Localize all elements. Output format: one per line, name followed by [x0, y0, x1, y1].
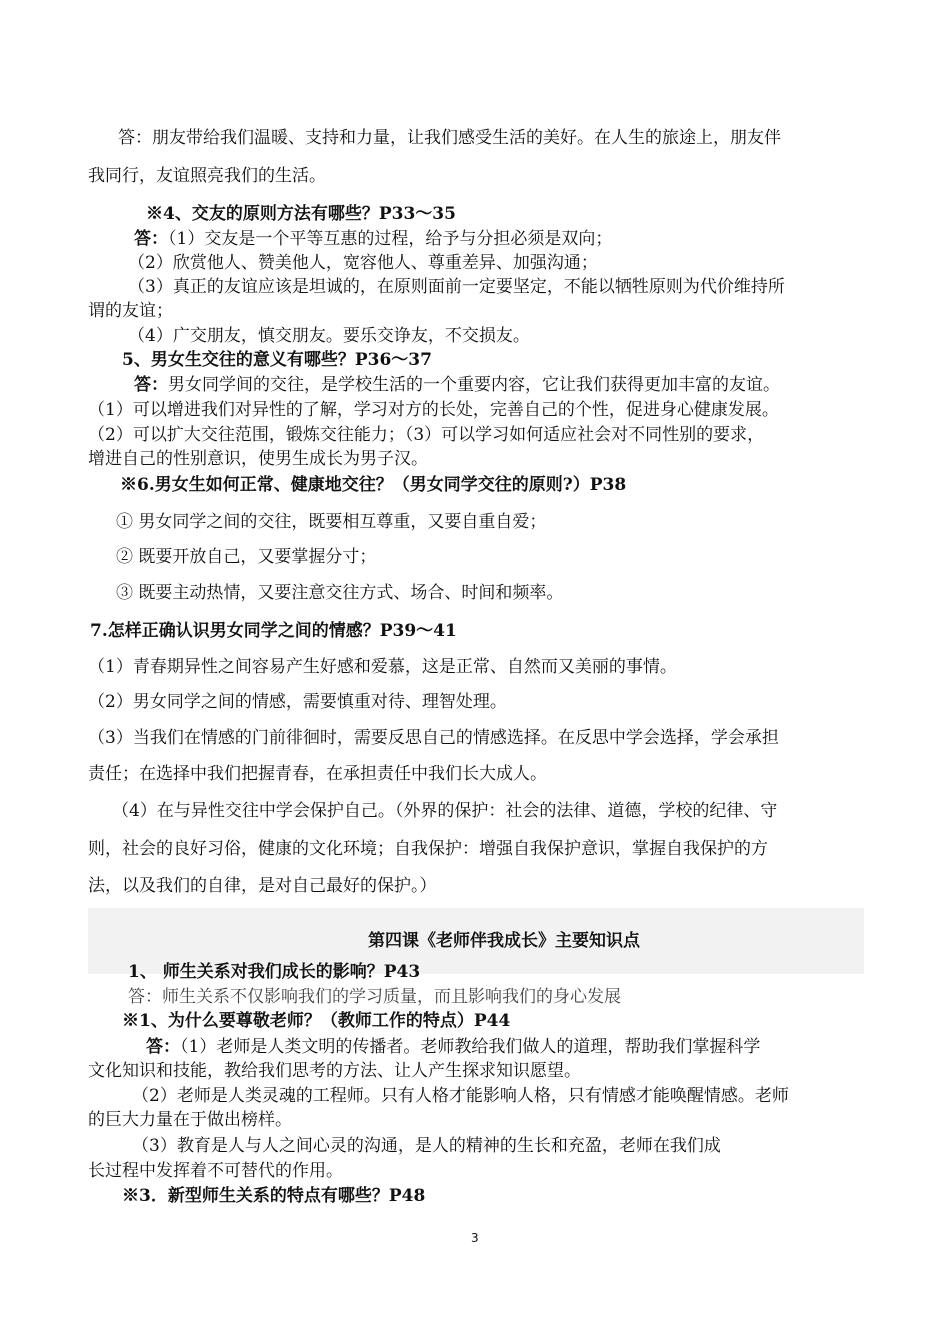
text-line: 长过程中发挥着不可替代的作用。	[88, 1161, 343, 1181]
text-line: （3）真正的友谊应该是坦诚的，在原则面前一定要坚定，不能以牺牲原则为代价维持所	[128, 277, 785, 297]
question-heading: 1、 师生关系对我们成长的影响？P43	[128, 962, 421, 982]
section-title: 第四课《老师伴我成长》主要知识点	[368, 931, 640, 951]
text-line: （2）欣赏他人、赞美他人，宽容他人、尊重差异、加强沟通；	[128, 253, 598, 273]
page-number: 3	[471, 1231, 479, 1245]
text-line: 法，以及我们的自律，是对自己最好的保护。）	[88, 876, 437, 896]
answer-label: 答：	[134, 375, 168, 395]
text-line: 的巨大力量在于做出榜样。	[88, 1110, 292, 1130]
text-line: 答：师生关系不仅影响我们的学习质量，而且影响我们的身心发展	[128, 987, 621, 1007]
question-heading: ※6.男女生如何正常、健康地交往？（男女同学交往的原则?）P38	[120, 475, 627, 495]
text-line	[134, 374, 780, 396]
text-line: 答：朋友带给我们温暖、支持和力量，让我们感受生活的美好。在人生的旅途上，朋友伴	[118, 128, 781, 148]
text-line: （3）教育是人与人之间心灵的沟通，是人的精神的生长和充盈，老师在我们成	[132, 1136, 721, 1156]
question-heading: 7.怎样正确认识男女同学之间的情感？P39～41	[90, 621, 457, 641]
question-heading: ※3．新型师生关系的特点有哪些？P48	[122, 1186, 426, 1206]
text-line	[134, 228, 612, 250]
text-line: （1）青春期异性之间容易产生好感和爱慕，这是正常、自然而又美丽的事情。	[88, 657, 677, 677]
text-line: 增进自己的性别意识，使男生成长为男子汉。	[88, 449, 428, 469]
answer-text: （1）交友是一个平等互惠的过程，给予与分担必须是双向；	[168, 229, 613, 249]
text-line: （3）当我们在情感的门前徘徊时，需要反思自己的情感选择。在反思中学会选择，学会承担	[88, 728, 779, 748]
text-line: 则，社会的良好习俗，健康的文化环境；自我保护：增强自我保护意识，掌握自我保护的方	[88, 839, 768, 859]
answer-label: 答：	[146, 1037, 180, 1057]
text-line: （2）老师是人类灵魂的工程师。只有人格才能影响人格，只有情感才能唤醒情感。老师	[132, 1086, 789, 1106]
text-line	[146, 1036, 760, 1058]
text-line: ② 既要开放自己，又要掌握分寸；	[116, 547, 377, 567]
text-line: 责任；在选择中我们把握青春，在承担责任中我们长大成人。	[88, 764, 547, 784]
text-line: 谓的友谊；	[88, 301, 173, 321]
text-line: 我同行，友谊照亮我们的生活。	[88, 166, 326, 186]
question-heading: 5、男女生交往的意义有哪些？P36～37	[122, 350, 432, 370]
text-line: 文化知识和技能，教给我们思考的方法、让人产生探求知识愿望。	[88, 1061, 581, 1081]
text-line: ① 男女同学之间的交往，既要相互尊重，又要自重自爱；	[116, 512, 547, 532]
text-line: （2）可以扩大交往范围，锻炼交往能力；（3）可以学习如何适应社会对不同性别的要求，	[88, 425, 765, 445]
answer-label: 答：	[134, 229, 168, 249]
text-line: （4）在与异性交往中学会保护自己。（外界的保护：社会的法律、道德，学校的纪律、守	[112, 801, 778, 821]
text-line: ③ 既要主动热情，又要注意交往方式、场合、时间和频率。	[116, 583, 564, 603]
question-heading: ※4、交友的原则方法有哪些？P33～35	[146, 204, 456, 224]
answer-text: 男女同学间的交往，是学校生活的一个重要内容，它让我们获得更加丰富的友谊。	[168, 375, 780, 395]
text-line: （2）男女同学之间的情感，需要慎重对待、理智处理。	[88, 692, 507, 712]
text-line: （4）广交朋友，慎交朋友。要乐交诤友，不交损友。	[128, 326, 530, 346]
answer-text: （1）老师是人类文明的传播者。老师教给我们做人的道理，帮助我们掌握科学	[180, 1037, 761, 1057]
question-heading: ※1、为什么要尊敬老师？（教师工作的特点）P44	[122, 1011, 511, 1031]
text-line: （1）可以增进我们对异性的了解，学习对方的长处，完善自己的个性，促进身心健康发展。	[88, 400, 779, 420]
